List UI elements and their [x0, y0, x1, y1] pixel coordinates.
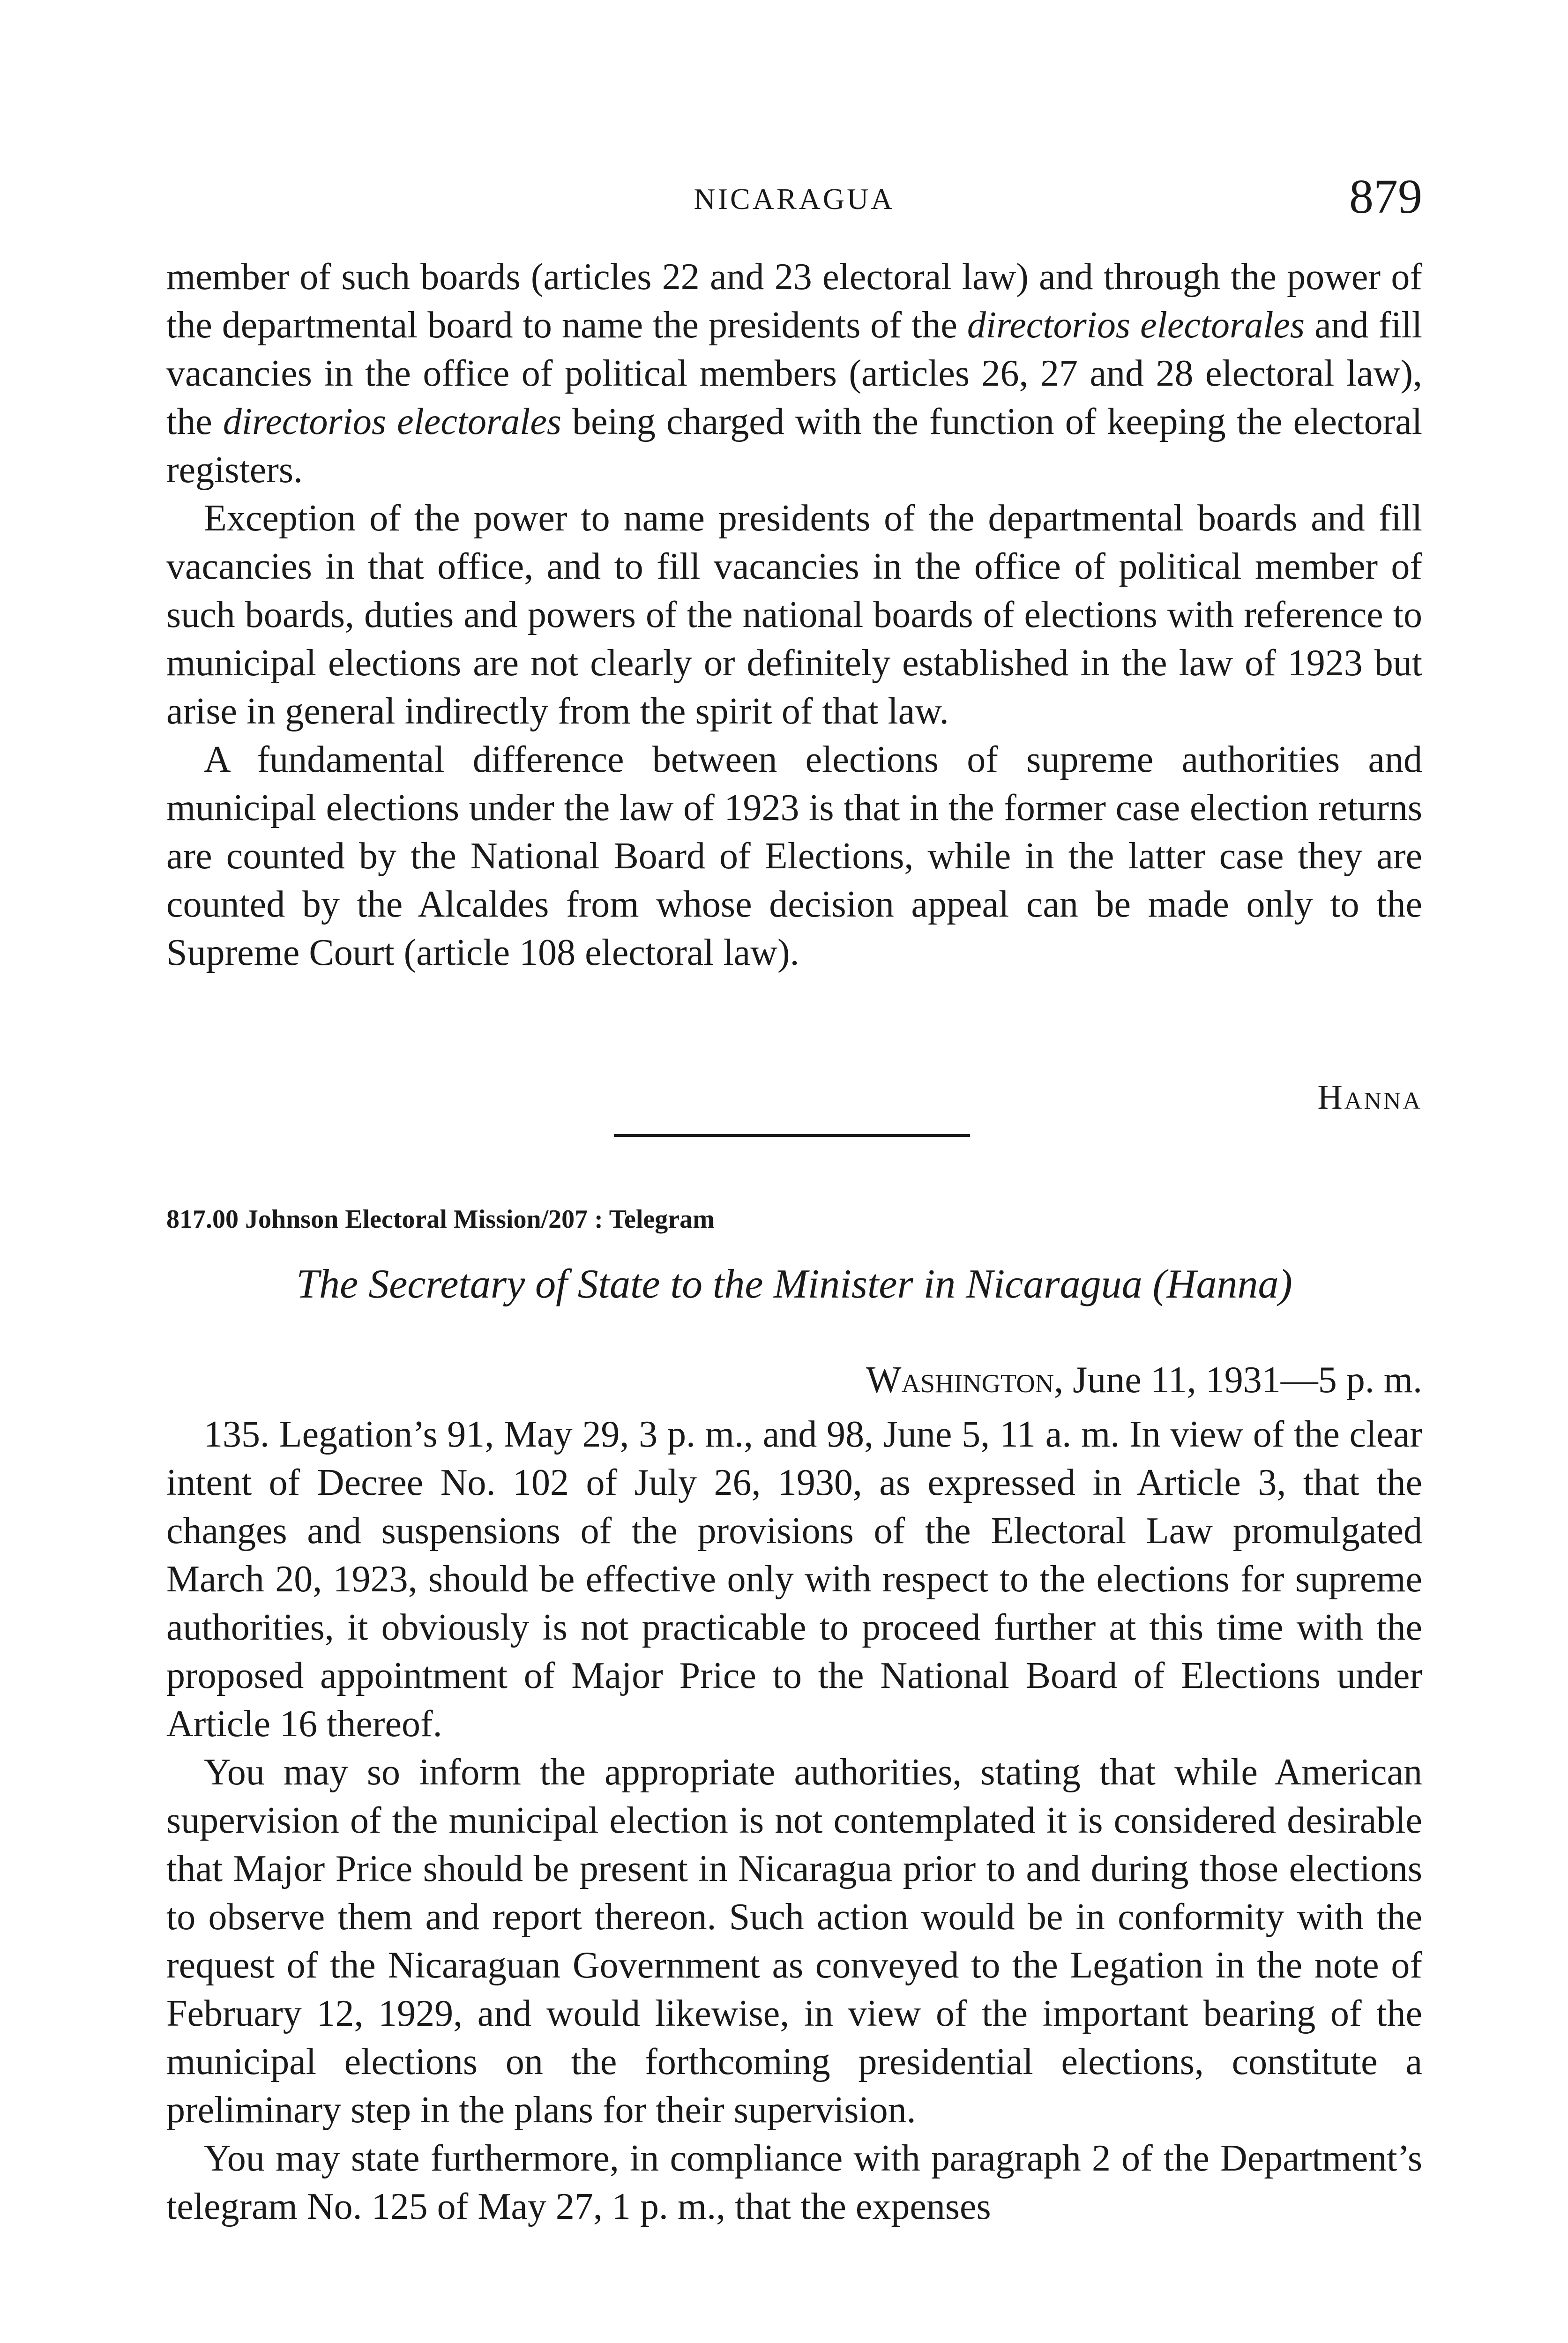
paragraph: [166, 2134, 1422, 2231]
paragraph: [166, 736, 1422, 977]
heading-recipient: Hanna: [1166, 1261, 1279, 1307]
text-run: 135. Legation’s 91, May 29, 3 p. m., and 98, June 5, 11 a. m. In view of the clear intent of Decree No. 102 of July 26, 1930, as expressed in Article 3, that the changes and suspensions of the provisions of the Electoral Law promulgated March 20, 1923, should be effective only with respect to the elections for supreme authorities, it obviously is not practicable to proceed further at this time with the proposed appointment of Major Price to the National Board of Elections under Article 16 thereof.: [166, 1414, 1422, 1745]
paragraph: [166, 1410, 1422, 1748]
italic-term: directorios electorales: [223, 401, 562, 442]
italic-term: directorios electorales: [967, 305, 1305, 346]
text-run: and fill vacancies in the office of political members (articles 26, 27 and 28 electoral law), the: [166, 305, 1422, 442]
section-divider: [614, 1134, 970, 1137]
paragraph: [166, 253, 1422, 494]
text-run: member of such boards (articles 22 and 23 electoral law) and through the power of the departmental board to name the presidents of the: [166, 256, 1422, 346]
telegram-body: [166, 1410, 1422, 2231]
text-run: A fundamental difference between elections of supreme authorities and municipal elections under the law of 1923 is that in the former case election returns are counted by the National Board of Elections, while in the latter case they are counted by the Alcaldes from whose decision appeal can be made only to the Supreme Court (article 108 electoral law).: [166, 739, 1422, 973]
dateline-date: , June 11, 1931—5 p. m.: [1054, 1359, 1422, 1401]
file-reference: 817.00 Johnson Electoral Mission/207 : Telegram: [166, 1205, 715, 1234]
text-run: being charged with the function of keeping the electoral registers.: [166, 401, 1423, 491]
dateline: [166, 1359, 1422, 1402]
page-header: [166, 169, 1422, 224]
previous-document-body: [166, 253, 1422, 977]
page-number: 879: [1349, 170, 1422, 224]
signature: Hanna: [1317, 1078, 1422, 1117]
paragraph: [166, 494, 1422, 736]
heading-text: The Secretary of State to the Minister in Nicaragua (: [296, 1261, 1166, 1307]
text-run: You may state furthermore, in compliance with paragraph 2 of the Department’s telegram No. 125 of May 27, 1 p. m., that the expenses: [166, 2138, 1422, 2227]
document-heading: [166, 1261, 1422, 1308]
dateline-place: Washington: [866, 1359, 1054, 1401]
heading-close: ): [1278, 1261, 1292, 1307]
paragraph: [166, 1748, 1422, 2134]
text-run: Exception of the power to name presidents of the departmental boards and fill vacancies in that office, and to fill vacancies in the office of political member of such boards, duties and powers of the national boards of elections with reference to municipal elections are not clearly or definitely established in the law of 1923 but arise in general indirectly from the spirit of that law.: [166, 498, 1422, 732]
running-title: NICARAGUA: [694, 182, 895, 216]
text-run: You may so inform the appropriate authorities, stating that while American supervision of the municipal election is not contemplated it is considered desirable that Major Price should be present in Nicaragua prior to and during those elections to observe them and report thereon. Such action would be in conformity with the request of the Nicaraguan Government as conveyed to the Legation in the note of February 12, 1929, and would likewise, in view of the important bearing of the municipal elections on the forthcoming presidential elections, constitute a preliminary step in the plans for their supervision.: [166, 1752, 1422, 2131]
